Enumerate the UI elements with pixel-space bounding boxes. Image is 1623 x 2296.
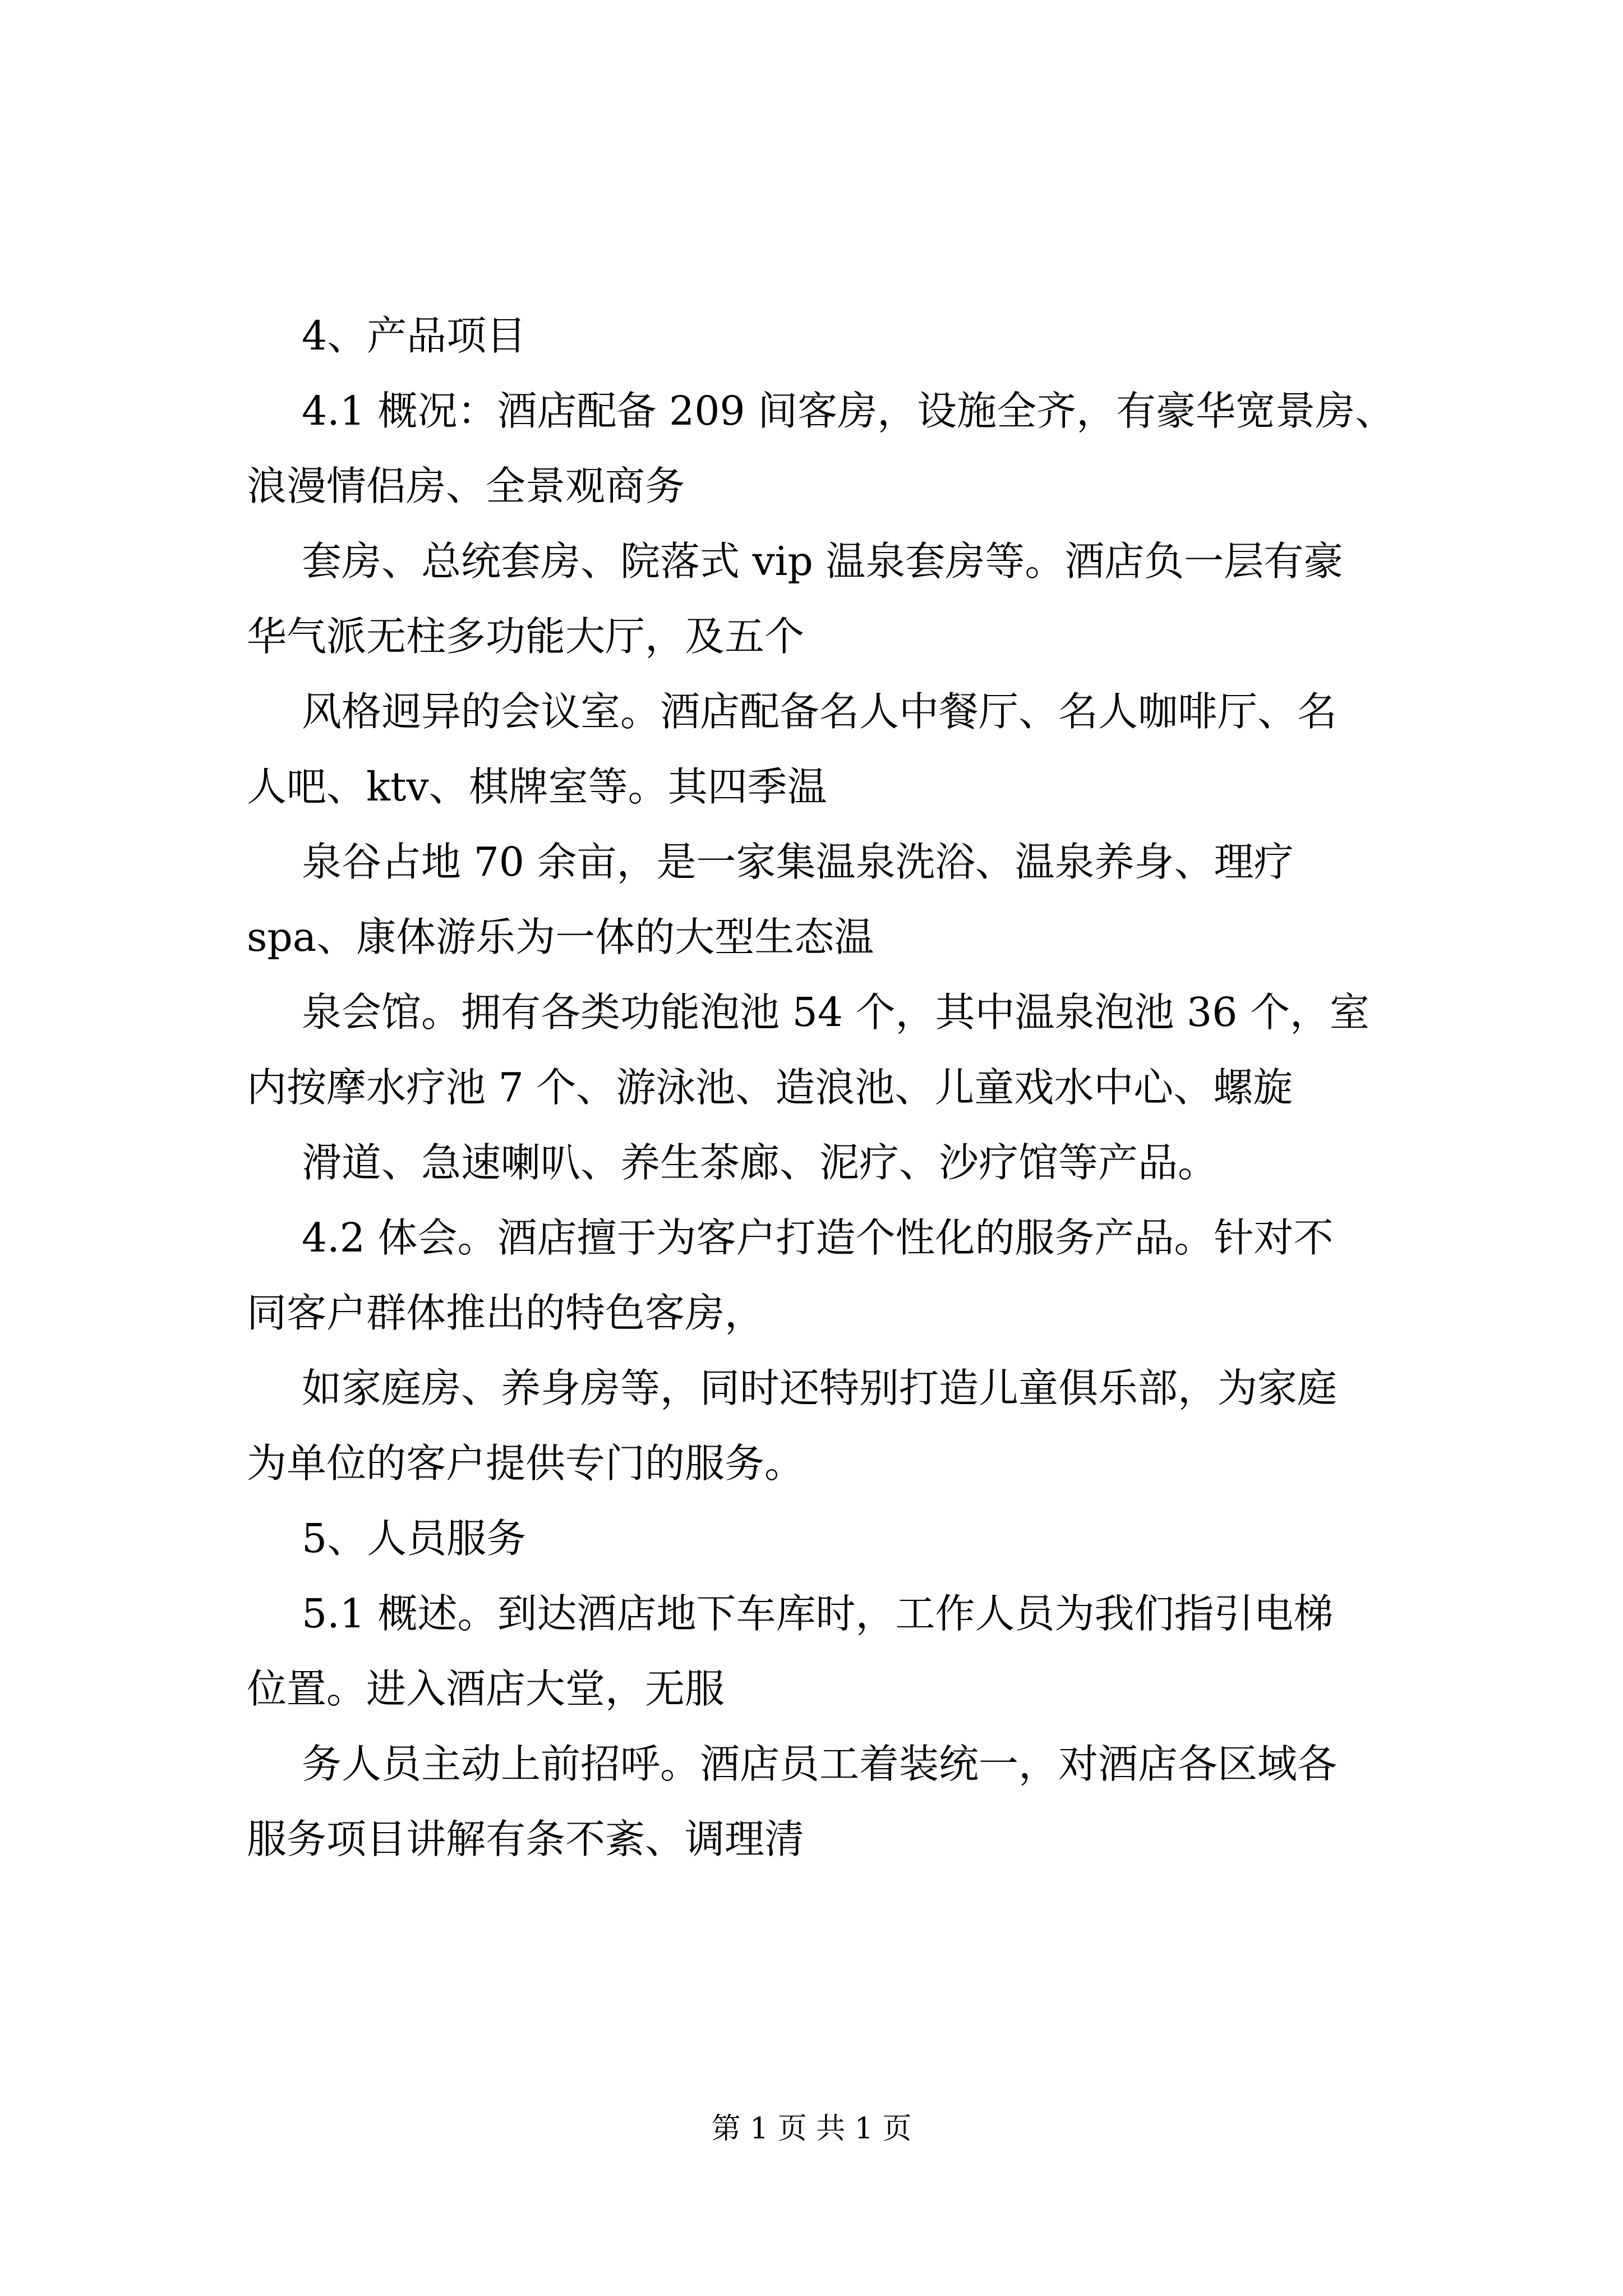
- paragraph-suites: [247, 524, 1424, 674]
- paragraph-line: 风格迥异的会议室。酒店配备名人中餐厅、名人咖啡厅、名: [302, 688, 1338, 735]
- paragraph-line: 5、人员服务: [302, 1515, 527, 1562]
- paragraph-line: 泉谷占地 70 余亩，是一家集温泉洗浴、温泉养身、理疗: [302, 839, 1294, 885]
- paragraph-line: 内按摩水疗池 7 个、游泳池、造浪池、儿童戏水中心、螺旋: [247, 1064, 1293, 1111]
- page-footer: 第 1 页 共 1 页: [711, 2112, 912, 2146]
- paragraph-line: 同客户群体推出的特色客房，: [247, 1290, 765, 1336]
- heading-staff-service: [247, 1501, 1424, 1576]
- paragraph-line: 如家庭房、养身房等，同时还特别打造儿童俱乐部，为家庭: [302, 1365, 1338, 1411]
- paragraph-family-rooms: [247, 1351, 1424, 1501]
- paragraph-line: 务人员主动上前招呼。酒店员工着装统一，对酒店各区域各: [302, 1741, 1338, 1787]
- paragraph-line: 泉会馆。拥有各类功能泡池 54 个，其中温泉泡池 36 个，室: [302, 989, 1370, 1036]
- paragraph-line: 滑道、急速喇叭、养生茶廊、泥疗、沙疗馆等产品。: [302, 1139, 1218, 1186]
- heading-product-items: [247, 298, 1424, 374]
- paragraph-line: 4.1 概况：酒店配备 209 间客房，设施全齐，有豪华宽景房、: [302, 388, 1395, 434]
- paragraph-line: 为单位的客户提供专门的服务。: [247, 1440, 805, 1487]
- paragraph-line: 华气派无柱多功能大厅，及五个: [247, 613, 805, 660]
- paragraph-pools: [247, 975, 1424, 1125]
- paragraph-line: 服务项目讲解有条不紊、调理清: [247, 1816, 805, 1862]
- paragraph-line: 4.2 体会。酒店擅于为客户打造个性化的服务产品。针对不: [302, 1214, 1334, 1261]
- paragraph-4-2-experience: [247, 1200, 1424, 1351]
- paragraph-4-1-overview: [247, 374, 1424, 524]
- paragraph-line: 位置。进入酒店大堂，无服: [247, 1665, 725, 1712]
- paragraph-line: 浪漫情侣房、全景观商务: [247, 463, 685, 509]
- paragraph-5-1-overview: [247, 1576, 1424, 1727]
- paragraph-meeting-rooms: [247, 674, 1424, 825]
- paragraph-line: spa、康体游乐为一体的大型生态温: [247, 914, 874, 960]
- paragraph-facilities: [247, 1125, 1424, 1200]
- paragraph-hot-spring-valley: [247, 825, 1424, 975]
- paragraph-line: 4、产品项目: [302, 312, 527, 359]
- document-body: [247, 298, 1424, 1877]
- paragraph-line: 人吧、ktv、棋牌室等。其四季温: [247, 763, 827, 810]
- paragraph-line: 套房、总统套房、院落式 vip 温泉套房等。酒店负一层有豪: [302, 538, 1344, 585]
- paragraph-line: 5.1 概述。到达酒店地下车库时，工作人员为我们指引电梯: [302, 1590, 1334, 1637]
- paragraph-staff-attire: [247, 1727, 1424, 1877]
